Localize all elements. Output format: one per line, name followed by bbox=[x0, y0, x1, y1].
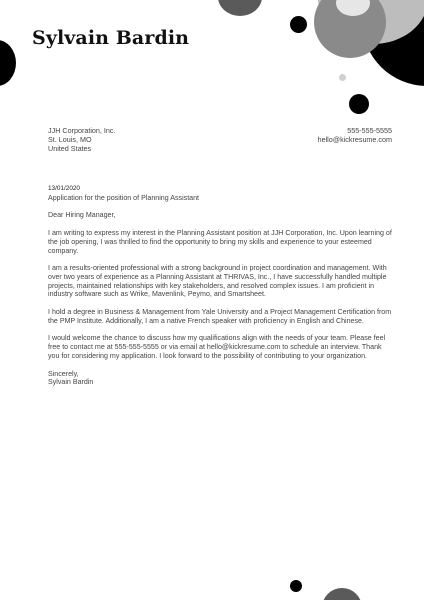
recipient-company: JJH Corporation, Inc. bbox=[48, 126, 116, 135]
recipient-address bbox=[48, 126, 116, 153]
decor-dot-bottom-black bbox=[290, 580, 302, 592]
letter-greeting: Dear Hiring Manager, bbox=[48, 211, 116, 220]
letter-body bbox=[48, 185, 394, 387]
decor-circle-dark-gray-top bbox=[218, 0, 262, 16]
letter-paragraph: I am writing to express my interest in the Planning Assistant position at JJH Corporation, Inc. Upon learning of the job opening, I was thrilled to find the opportunity to bring my skills and experience to your esteemed company. bbox=[48, 229, 392, 255]
letter-paragraph: I am a results-oriented professional with a strong background in project coordination and management. With over two years of experience as a Planning Assistant at THRIVAS, Inc., I have successfully handled multiple projects, maintained relationships with key stakeholders, and resolved complex issues. I am proficient in industry software such as Wrike, Mavenlink, Peymo, and Smartsheet. bbox=[48, 264, 387, 299]
sender-contact bbox=[318, 126, 392, 144]
recipient-country: United States bbox=[48, 144, 92, 153]
decor-circle-bottom-gray bbox=[322, 588, 362, 600]
letter-signature: Sylvain Bardin bbox=[48, 378, 94, 387]
letter-paragraph: I hold a degree in Business & Management from Yale University and a Project Management Certification from the PMP Institute. Additionally, I am a native French speaker with proficiency in English and Chinese. bbox=[48, 308, 392, 325]
letter-date: 13/01/2020 bbox=[48, 185, 80, 192]
applicant-name: Sylvain Bardin bbox=[32, 27, 190, 49]
letter-subject: Application for the position of Planning Assistant bbox=[48, 193, 200, 202]
decor-circle-left-black bbox=[0, 40, 16, 86]
decor-dot-black-right bbox=[349, 94, 369, 114]
recipient-city: St. Louis, MO bbox=[48, 135, 92, 144]
letter-paragraph: I would welcome the chance to discuss how my qualifications align with the needs of your team. Please feel free to contact me at 555-555-5555 or via email at hello@kickresume.com to schedule an interview. Thank you for considering my application. I look forward to the possibility of contributing to your organization. bbox=[48, 334, 386, 360]
decor-dot-black bbox=[290, 16, 307, 33]
letter-closing: Sincerely, bbox=[48, 369, 79, 378]
sender-email: hello@kickresume.com bbox=[317, 135, 392, 144]
decor-dot-small-gray bbox=[339, 74, 346, 81]
sender-phone: 555-555-5555 bbox=[347, 126, 392, 135]
